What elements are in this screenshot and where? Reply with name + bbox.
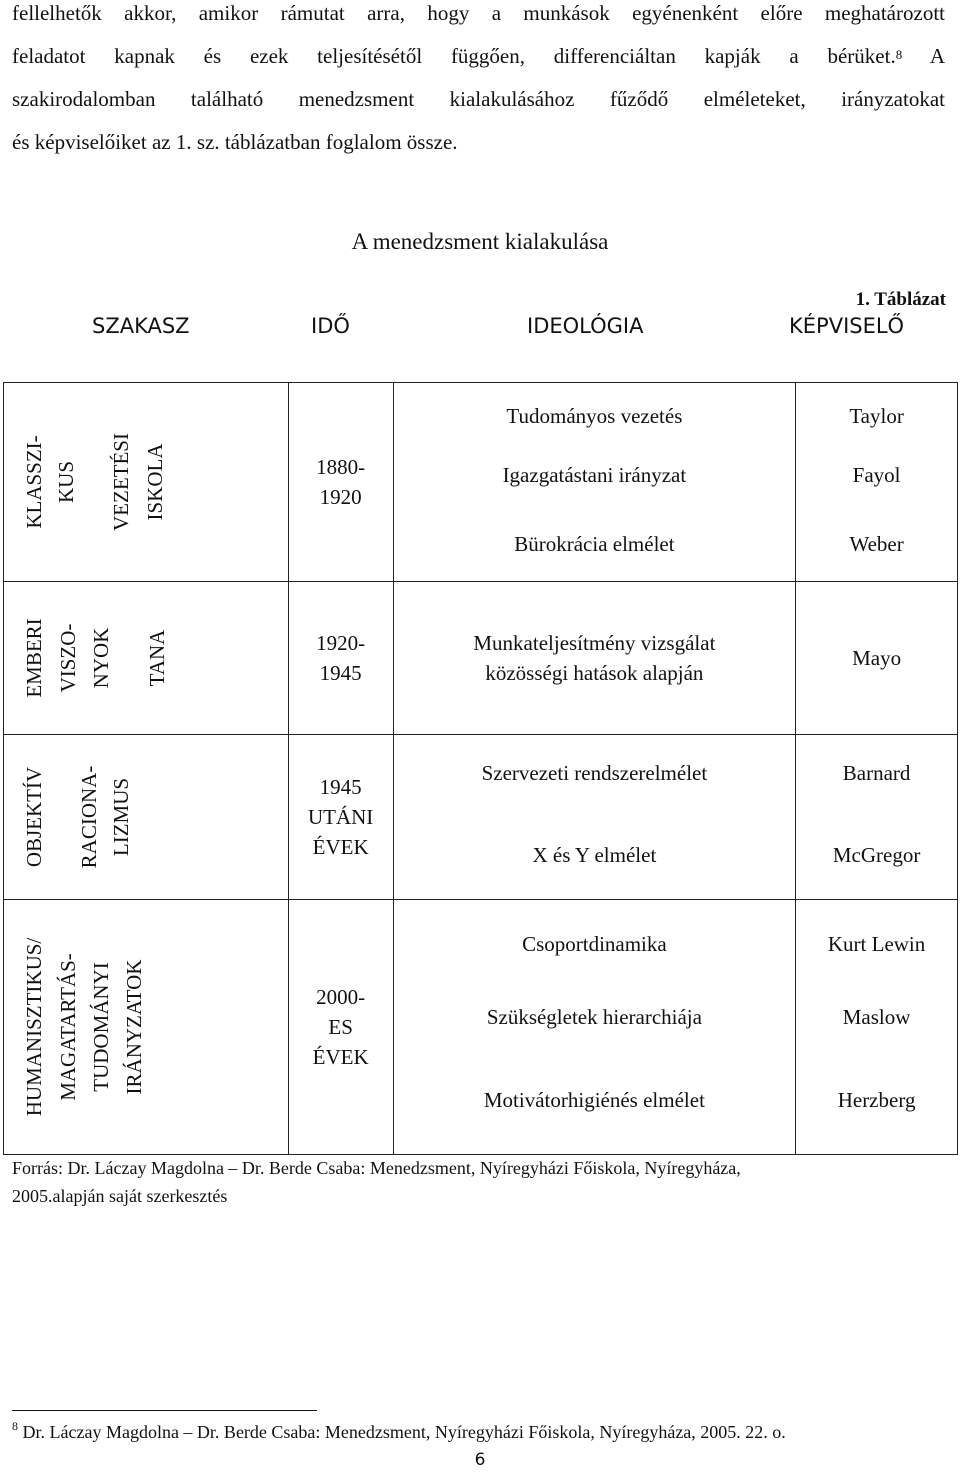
phase-label-line: OBJEKTÍV xyxy=(22,766,46,868)
ideology-cell xyxy=(393,735,796,900)
representative-item: McGregor xyxy=(832,843,921,867)
time-label-line: 1945 xyxy=(319,775,362,799)
phase-cell xyxy=(4,900,289,1155)
representative-cell xyxy=(796,735,958,900)
table-label: 1. Táblázat xyxy=(855,289,946,310)
time-label-line: UTÁNI xyxy=(307,805,374,829)
phase-label-line: VEZETÉSI xyxy=(109,433,133,531)
phase-label-line: IRÁNYZATOK xyxy=(122,959,146,1095)
footnote-text: Dr. Láczay Magdolna – Dr. Berde Csaba: Menedzsment, Nyíregyházi Főiskola, Nyíregyháza, 2005. 22. o. xyxy=(18,1422,786,1442)
source-line: 2005.alapján saját szerkesztés xyxy=(12,1186,228,1206)
time-cell xyxy=(288,582,393,735)
footnote-number: 8 xyxy=(12,1419,18,1433)
intro-line: fellelhetők akkor, amikor rámutat arra, hogy a munkások egyénenként előre meghatározott xyxy=(12,1,945,25)
phase-label-line: NYOK xyxy=(89,627,113,689)
column-header-ideology: IDEOLÓGIA xyxy=(527,314,644,338)
column-header-phase: SZAKASZ xyxy=(92,314,190,338)
representative-item: Herzberg xyxy=(837,1088,916,1112)
representative-cell xyxy=(796,582,958,735)
ideology-item: Szükségletek hierarchiája xyxy=(486,1005,702,1029)
representative-item: Kurt Lewin xyxy=(827,932,926,956)
ideology-cell xyxy=(393,582,796,735)
ideology-item: Munkateljesítmény vizsgálat xyxy=(473,631,716,655)
ideology-item: Motivátorhigiénés elmélet xyxy=(483,1088,705,1112)
page-number: 6 xyxy=(474,1450,486,1470)
time-label-line: 1880- xyxy=(316,455,366,479)
ideology-item: Szervezeti rendszerelmélet xyxy=(481,761,708,785)
phase-label-line: ISKOLA xyxy=(143,443,167,521)
ideology-item: X és Y elmélet xyxy=(532,843,657,867)
time-label-line: ES xyxy=(328,1015,353,1039)
phase-cell xyxy=(4,735,289,900)
ideology-cell xyxy=(393,383,796,582)
time-label-line: 1920- xyxy=(316,631,366,655)
column-header-representative: KÉPVISELŐ xyxy=(789,314,905,338)
table-row xyxy=(4,900,958,1155)
time-label-line: ÉVEK xyxy=(312,1045,369,1069)
phase-label-line: LIZMUS xyxy=(109,777,133,857)
management-history-table xyxy=(3,382,958,1155)
footnote-ref: 8 xyxy=(895,47,903,62)
phase-label-line: TUDOMÁNYI xyxy=(89,962,113,1092)
time-label-line: 1920 xyxy=(319,485,362,509)
ideology-item: közösségi hatások alapján xyxy=(485,661,704,685)
representative-item: Fayol xyxy=(852,463,901,487)
intro-line-text: feladatot kapnak és ezek teljesítésétől függően, differenciáltan kapják a bérüket. xyxy=(12,44,896,68)
intro-paragraph xyxy=(12,0,945,164)
ideology-item: Igazgatástani irányzat xyxy=(502,463,687,487)
footnote xyxy=(12,1419,786,1443)
table-row xyxy=(4,735,958,900)
phase-label-line: VISZO- xyxy=(56,623,80,693)
ideology-item: Tudományos vezetés xyxy=(506,404,683,428)
intro-line: szakirodalomban található menedzsment kialakulásához fűződő elméleteket, irányzatokat xyxy=(12,87,945,111)
intro-line-text: A xyxy=(902,44,945,68)
phase-label-line: KLASSZI- xyxy=(22,435,46,529)
representative-item: Barnard xyxy=(842,761,911,785)
intro-line: és képviselőiket az 1. sz. táblázatban foglalom össze. xyxy=(12,130,458,154)
time-cell xyxy=(288,735,393,900)
time-label-line: 1945 xyxy=(319,661,362,685)
ideology-item: Bürokrácia elmélet xyxy=(514,532,675,556)
column-header-time: IDŐ xyxy=(311,314,350,338)
phase-label-line: KUS xyxy=(54,460,78,504)
phase-label-line: HUMANISZTIKUS/ xyxy=(22,937,46,1117)
table-source xyxy=(12,1154,741,1210)
representative-item: Mayo xyxy=(852,646,902,670)
source-line: Forrás: Dr. Láczay Magdolna – Dr. Berde Csaba: Menedzsment, Nyíregyházi Főiskola, Nyíregyháza, xyxy=(12,1158,741,1178)
ideology-item: Csoportdinamika xyxy=(522,932,667,956)
table-row xyxy=(4,582,958,735)
table-row xyxy=(4,383,958,582)
time-label-line: ÉVEK xyxy=(312,835,369,859)
phase-label-line: RACIONA- xyxy=(77,765,101,869)
intro-line xyxy=(12,35,945,78)
ideology-cell xyxy=(393,900,796,1155)
phase-cell xyxy=(4,582,289,735)
representative-item: Maslow xyxy=(842,1005,911,1029)
time-label-line: 2000- xyxy=(316,985,366,1009)
phase-label-line: MAGATARTÁS- xyxy=(56,953,80,1101)
phase-cell xyxy=(4,383,289,582)
phase-label-line: EMBERI xyxy=(22,618,46,698)
representative-item: Weber xyxy=(849,532,904,556)
representative-item: Taylor xyxy=(849,404,904,428)
representative-cell xyxy=(796,900,958,1155)
phase-label-line: TANA xyxy=(145,629,169,687)
time-cell xyxy=(288,383,393,582)
time-cell xyxy=(288,900,393,1155)
footnote-separator xyxy=(12,1410,317,1411)
representative-cell xyxy=(796,383,958,582)
section-heading: A menedzsment kialakulása xyxy=(351,229,609,254)
